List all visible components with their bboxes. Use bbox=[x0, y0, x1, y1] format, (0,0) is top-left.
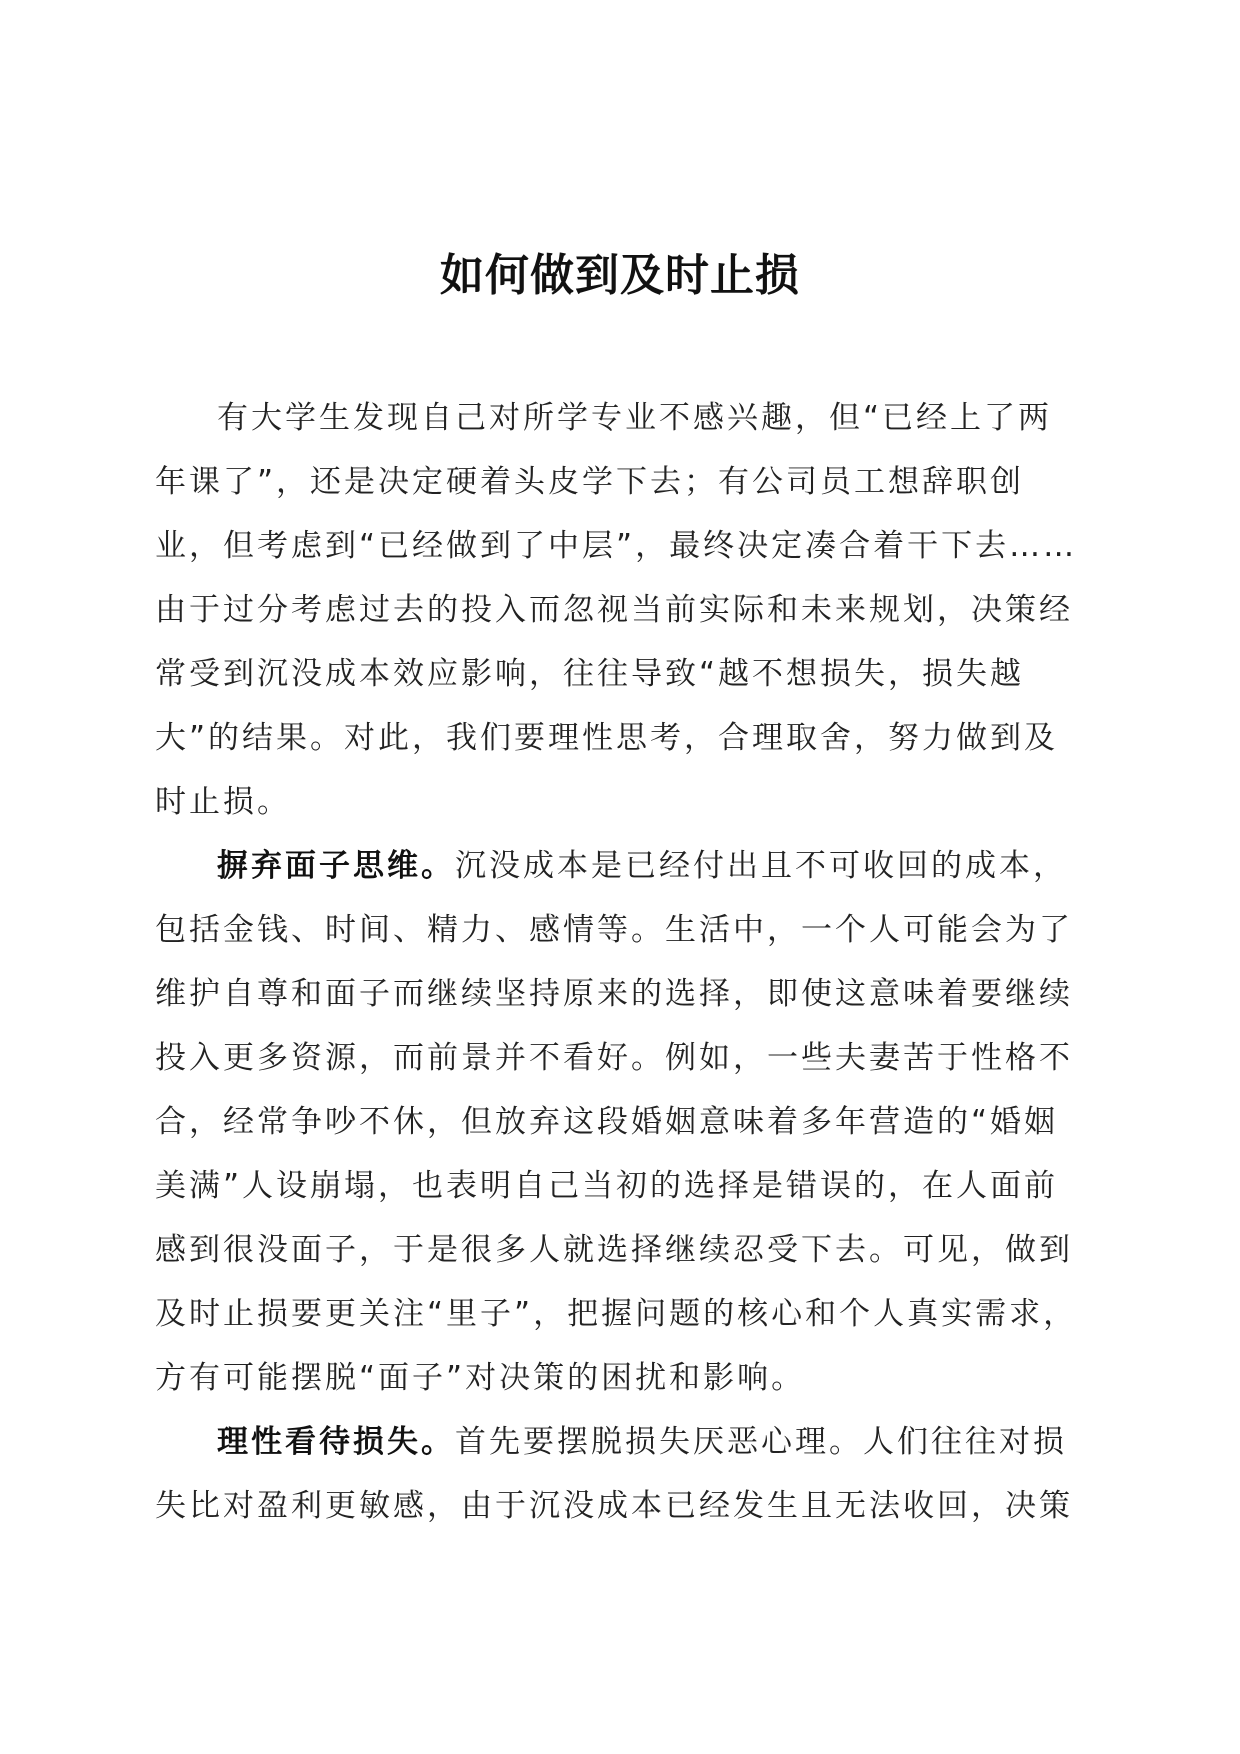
document-title: 如何做到及时止损 bbox=[440, 250, 800, 301]
paragraph-text: 沉没成本是已经付出且不可收回的成本，包括金钱、时间、精力、感情等。生活中，一个人可能会为了维护自尊和面子而继续坚持原来的选择，即使这意味着要继续投入更多资源，而前景并不看好。例如，一些夫妻苦于性格不合，经常争吵不休，但放弃这段婚姻意味着多年营造的“婚姻美满”人设崩塌，也表明自己当初的选择是错误的，在人面前感到很没面子，于是很多人就选择继续忍受下去。可见，做到及时止损要更关注“里子”，把握问题的核心和个人真实需求，方有可能摆脱“面子”对决策的困扰和影响。 bbox=[155, 848, 1078, 1396]
paragraph-intro bbox=[155, 386, 1085, 834]
paragraph-lead: 理性看待损失。 bbox=[217, 1424, 455, 1460]
paragraph-rational-loss bbox=[155, 1410, 1085, 1538]
paragraph-lead: 摒弃面子思维。 bbox=[217, 848, 455, 884]
document-body bbox=[155, 386, 1085, 1538]
paragraph-text: 有大学生发现自己对所学专业不感兴趣，但“已经上了两年课了”，还是决定硬着头皮学下去；有公司员工想辞职创业，但考虑到“已经做到了中层”，最终决定凑合着干下去……由于过分考虑过去的投入而忽视当前实际和未来规划，决策经常受到沉没成本效应影响，往往导致“越不想损失，损失越大”的结果。对此，我们要理性思考，合理取舍，努力做到及时止损。 bbox=[155, 400, 1078, 820]
paragraph-face-thinking bbox=[155, 834, 1085, 1410]
paragraph-text: 首先要摆脱损失厌恶心理。人们往往对损失比对盈利更敏感，由于沉没成本已经发生且无法收回，决策 bbox=[155, 1424, 1073, 1524]
